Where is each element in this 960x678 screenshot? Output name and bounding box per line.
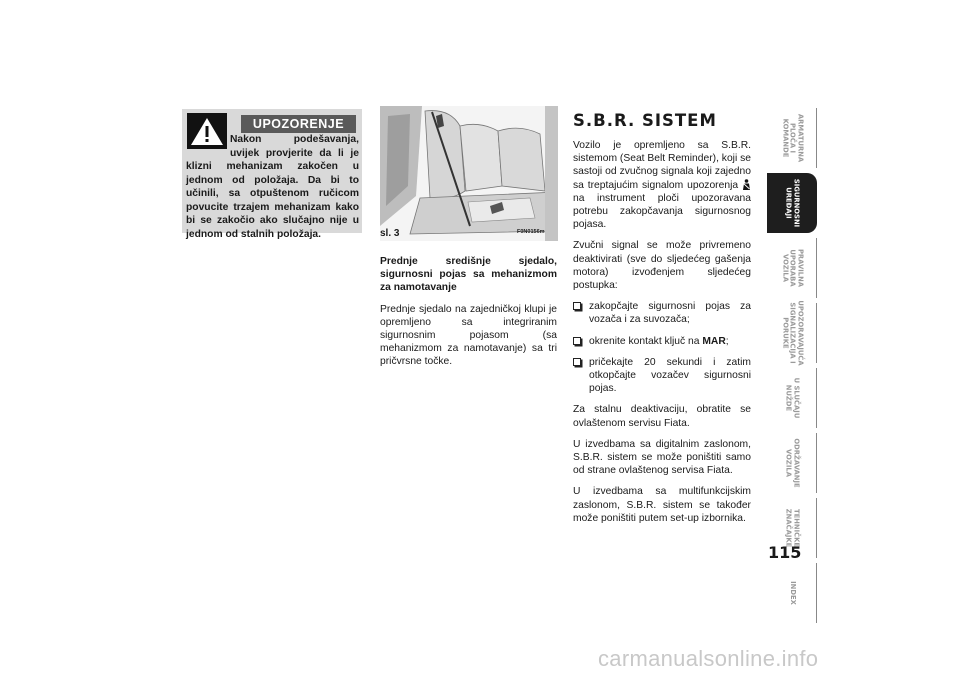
- list-item: pričekajte 20 sekundi i zatim otkopčajte vozačev sigurnosni pojas.: [573, 356, 751, 396]
- tab-u-slucaju-nuzde[interactable]: U SLUČAJU NUŽDE: [767, 368, 817, 428]
- figure-label: sl. 3: [380, 228, 400, 239]
- tab-odrzavanje-vozila[interactable]: ODRŽAVANJE VOZILA: [767, 433, 817, 493]
- warning-text: Nakon podešavanja, uvijek provjerite da li je klizni mehanizam zakočen u jednom od položaja. Da bi to učinili, sa otpuštenom ručicom povucite trzajem mehanizam kako bi se zakočio ako slučajno nije u jednom od stalnih položaja.: [186, 134, 359, 240]
- middle-heading: Prednje središnje sjedalo, sigurnosni pojas sa mehanizmom za namotavanje: [380, 256, 557, 294]
- page-number: 115: [768, 543, 802, 562]
- permanent-deactivation-paragraph: Za stalnu deaktivaciju, obratite se ovlaštenom servisu Fiata.: [573, 404, 751, 429]
- tab-armaturna-ploca[interactable]: ARMATURNA PLOČA I KOMANDE: [767, 108, 817, 168]
- section-title: S.B.R. SISTEM: [573, 111, 717, 130]
- middle-column: [380, 255, 557, 377]
- tab-pravilna-uporaba[interactable]: PRAVILNA UPORABA VOZILA: [767, 238, 817, 298]
- list-item: okrenite kontakt ključ na MAR;: [573, 335, 751, 348]
- intro-paragraph: Vozilo je opremljeno sa S.B.R. sistemom (Seat Belt Reminder), koji se sastoji od zvučnog signala koji zajedno sa treptajućim signalom upozorenja na instrument ploči upozoravana potrebu zakopčavanja sigurnosnog pojasa.: [573, 140, 751, 231]
- tab-index[interactable]: INDEX: [767, 563, 817, 623]
- tab-upozoravajuca-signalizacija[interactable]: UPOZORAVAJUĆA SIGNALIZACIJA I PORUKE: [767, 303, 817, 363]
- digital-display-paragraph: U izvedbama sa digitalnim zaslonom, S.B.R. sistem se može poništiti samo od strane ovlaštenog servisa Fiata.: [573, 438, 751, 477]
- warning-title: UPOZORENJE: [241, 115, 356, 133]
- multifunction-display-paragraph: U izvedbama sa multifunkcijskim zaslonom, S.B.R. sistem se također može poništiti putem set-up izbornika.: [573, 486, 751, 524]
- watermark: carmanualsonline.info: [598, 646, 819, 671]
- seat-photo: [380, 106, 558, 241]
- deactivation-paragraph: Zvučni signal se može privremeno deaktivirati (sve do sljedećeg gašenja motora) izvođenjem sljedećeg postupka:: [573, 240, 751, 292]
- figure-code: F0N0156m: [517, 229, 545, 235]
- middle-paragraph: Prednje sjedalo na zajedničkoj klupi je opremljeno sa integriranim sigurnosnim pojasom (sa mehanizmom za namotavanje) sa tri pričvrsne točke.: [380, 303, 557, 368]
- list-item: zakopčajte sigurnosni pojas za vozača i za suvozača;: [573, 300, 751, 326]
- tab-sigurnosni-uredaji[interactable]: SIGURNOSNI UREĐAJI: [767, 173, 817, 233]
- tab-tehnicke-znacajke[interactable]: TEHNIČKE ZNAČAJKE: [767, 498, 817, 558]
- right-column: [573, 139, 751, 533]
- seat-belt-icon: [742, 179, 751, 190]
